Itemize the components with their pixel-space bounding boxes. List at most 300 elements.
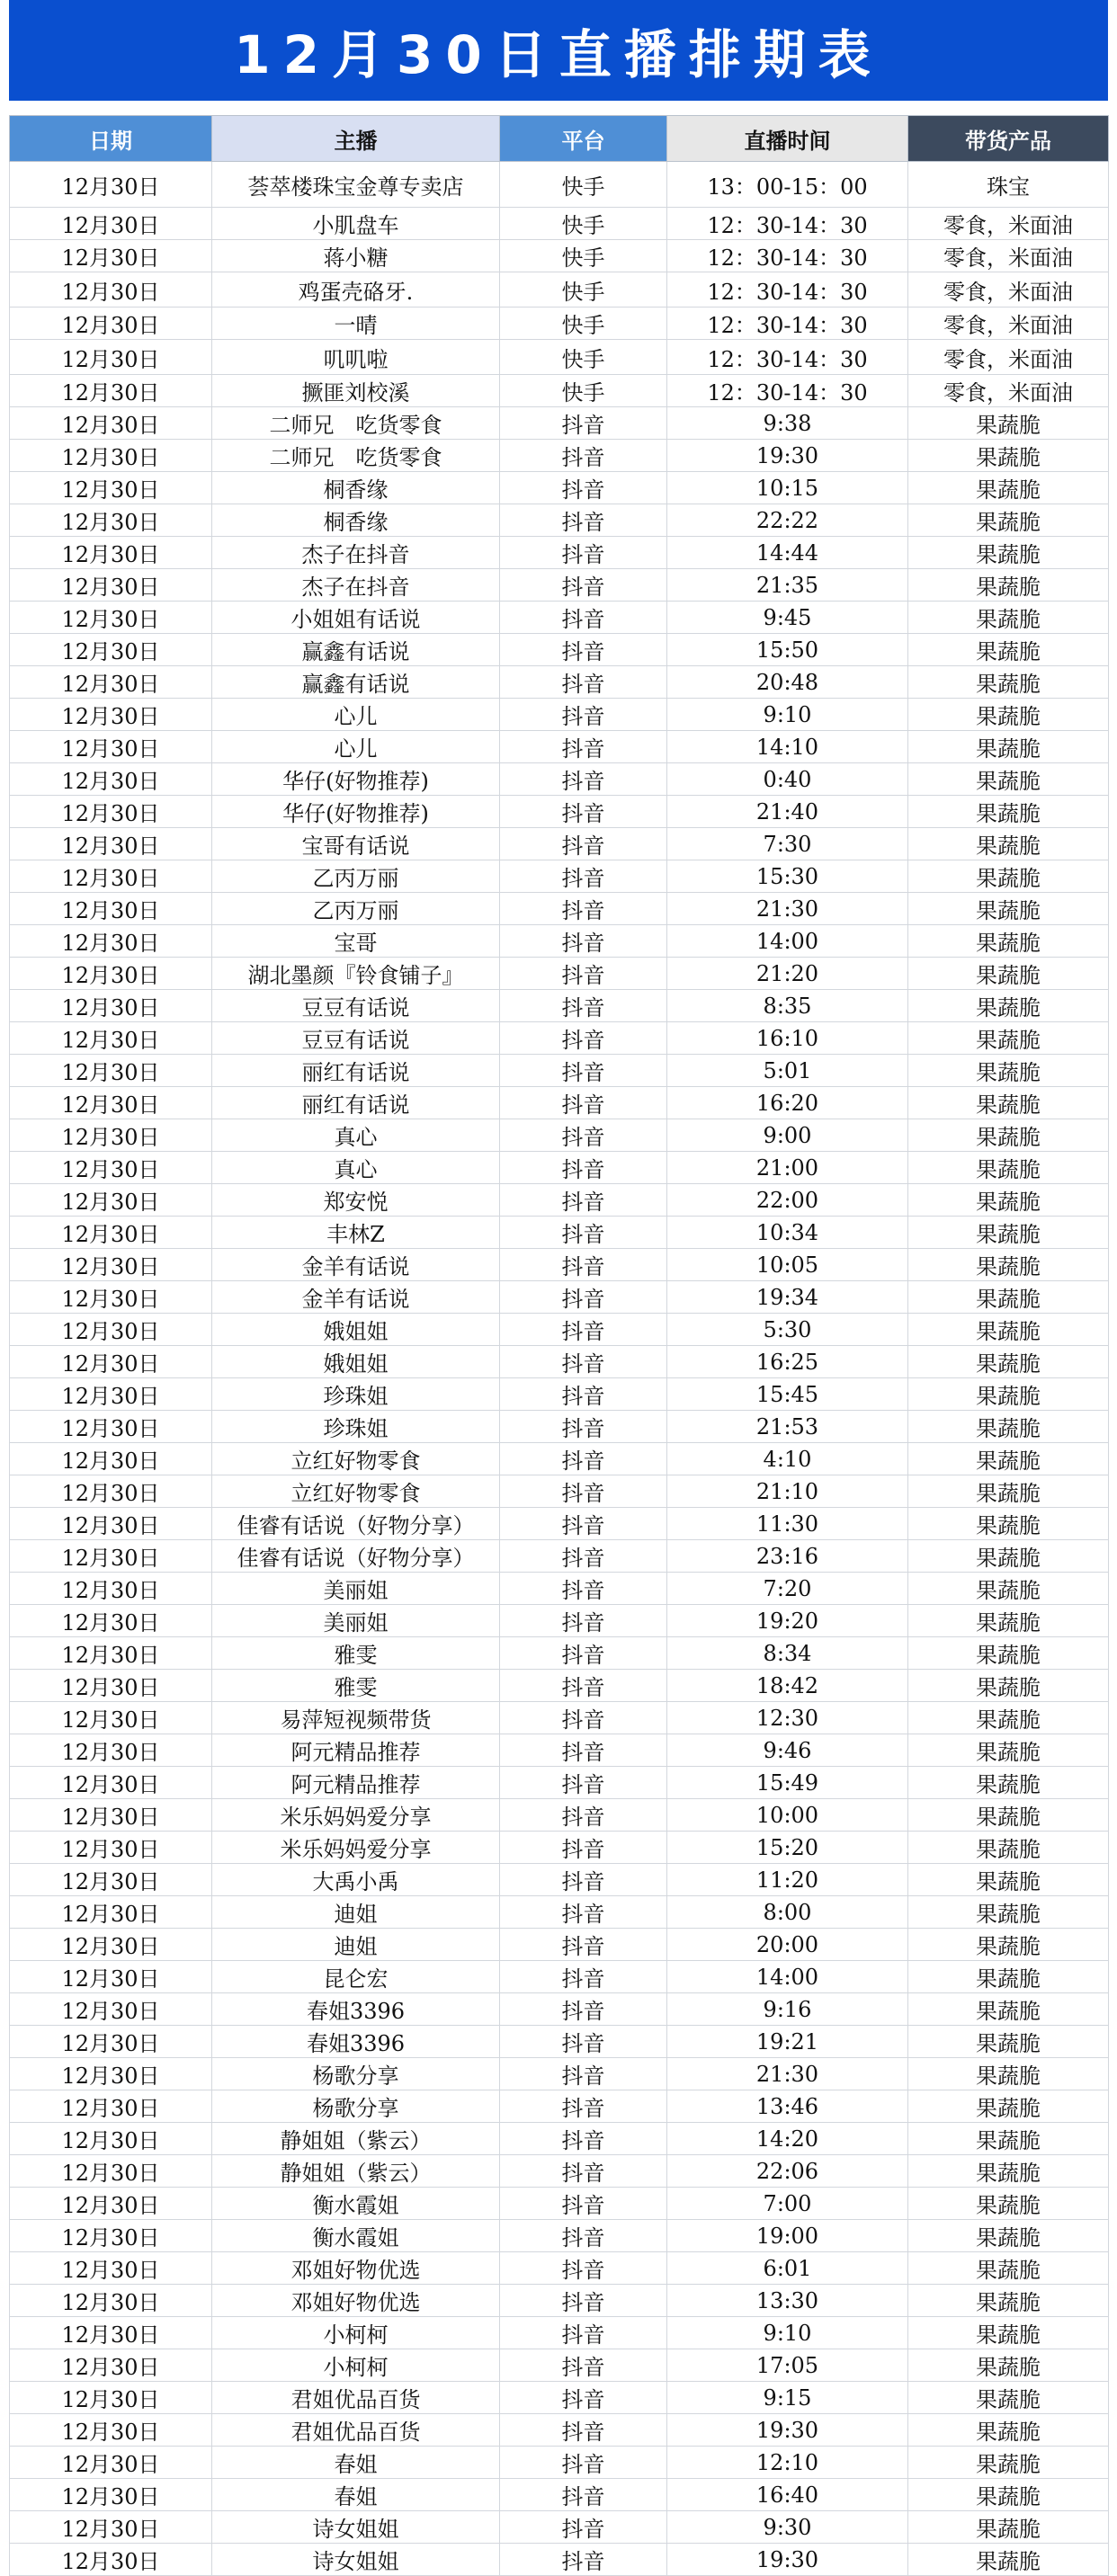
- date-cell: 12月30日: [10, 1249, 212, 1281]
- host-cell: 真心: [212, 1152, 500, 1184]
- product-cell: 果蔬脆: [908, 1540, 1109, 1573]
- product-cell: 果蔬脆: [908, 2123, 1109, 2155]
- host-cell: 立红好物零食: [212, 1475, 500, 1508]
- platform-cell: 抖音: [500, 2317, 667, 2349]
- host-cell: 乙丙万丽: [212, 860, 500, 893]
- header-platform: 平台: [500, 116, 667, 162]
- date-cell: 12月30日: [10, 2479, 212, 2511]
- host-cell: 静姐姐（紫云）: [212, 2155, 500, 2188]
- product-cell: 果蔬脆: [908, 472, 1109, 504]
- product-cell: 果蔬脆: [908, 1670, 1109, 1702]
- host-cell: 二师兄 吃货零食: [212, 407, 500, 440]
- time-cell: 9:30: [667, 2511, 908, 2544]
- product-cell: 果蔬脆: [908, 537, 1109, 569]
- table-row: [10, 1314, 1109, 1346]
- date-cell: 12月30日: [10, 1864, 212, 1896]
- platform-cell: 抖音: [500, 1443, 667, 1475]
- host-cell: 蒋小糖: [212, 240, 500, 272]
- platform-cell: 抖音: [500, 472, 667, 504]
- product-cell: 零食，米面油: [908, 340, 1109, 375]
- table-row: [10, 2252, 1109, 2285]
- time-cell: 9:46: [667, 1734, 908, 1767]
- host-cell: 鸡蛋壳硌牙.: [212, 272, 500, 308]
- date-cell: 12月30日: [10, 1346, 212, 1378]
- product-cell: 果蔬脆: [908, 2382, 1109, 2414]
- date-cell: 12月30日: [10, 731, 212, 763]
- host-cell: 宝哥: [212, 925, 500, 958]
- product-cell: 果蔬脆: [908, 1605, 1109, 1637]
- host-cell: 真心: [212, 1119, 500, 1152]
- product-cell: 果蔬脆: [908, 763, 1109, 796]
- platform-cell: 抖音: [500, 2155, 667, 2188]
- time-cell: 16:20: [667, 1087, 908, 1119]
- date-cell: 12月30日: [10, 602, 212, 634]
- product-cell: 果蔬脆: [908, 1573, 1109, 1605]
- platform-cell: 抖音: [500, 2479, 667, 2511]
- time-cell: 10:00: [667, 1799, 908, 1832]
- platform-cell: 抖音: [500, 2349, 667, 2382]
- host-cell: 雅雯: [212, 1637, 500, 1670]
- date-cell: 12月30日: [10, 1832, 212, 1864]
- date-cell: 12月30日: [10, 2511, 212, 2544]
- time-cell: 5:01: [667, 1055, 908, 1087]
- table-row: [10, 1540, 1109, 1573]
- host-cell: 小肌盘车: [212, 208, 500, 240]
- platform-cell: 快手: [500, 340, 667, 375]
- host-cell: 华仔(好物推荐): [212, 763, 500, 796]
- date-cell: 12月30日: [10, 240, 212, 272]
- table-row: [10, 208, 1109, 240]
- host-cell: 昆仑宏: [212, 1961, 500, 1993]
- date-cell: 12月30日: [10, 1475, 212, 1508]
- date-cell: 12月30日: [10, 860, 212, 893]
- time-cell: 9:10: [667, 699, 908, 731]
- product-cell: 果蔬脆: [908, 2447, 1109, 2479]
- host-cell: 心儿: [212, 699, 500, 731]
- time-cell: 21:53: [667, 1411, 908, 1443]
- host-cell: 华仔(好物推荐): [212, 796, 500, 828]
- table-body: [10, 162, 1109, 2576]
- platform-cell: 抖音: [500, 828, 667, 860]
- table-row: [10, 569, 1109, 602]
- platform-cell: 抖音: [500, 1540, 667, 1573]
- platform-cell: 快手: [500, 272, 667, 308]
- date-cell: 12月30日: [10, 2090, 212, 2123]
- platform-cell: 抖音: [500, 1022, 667, 1055]
- platform-cell: 抖音: [500, 2090, 667, 2123]
- platform-cell: 抖音: [500, 2511, 667, 2544]
- platform-cell: 快手: [500, 162, 667, 208]
- platform-cell: 抖音: [500, 1184, 667, 1217]
- host-cell: 迪姐: [212, 1929, 500, 1961]
- table-row: [10, 2123, 1109, 2155]
- host-cell: 易萍短视频带货: [212, 1702, 500, 1734]
- table-row: [10, 1864, 1109, 1896]
- host-cell: 春姐3396: [212, 1993, 500, 2026]
- host-cell: 米乐妈妈爱分享: [212, 1799, 500, 1832]
- product-cell: 果蔬脆: [908, 1475, 1109, 1508]
- host-cell: 杰子在抖音: [212, 569, 500, 602]
- table-row: [10, 1670, 1109, 1702]
- date-cell: 12月30日: [10, 407, 212, 440]
- title-banner: [9, 0, 1108, 101]
- host-cell: 雅雯: [212, 1670, 500, 1702]
- host-cell: 乙丙万丽: [212, 893, 500, 925]
- date-cell: 12月30日: [10, 1929, 212, 1961]
- platform-cell: 抖音: [500, 440, 667, 472]
- date-cell: 12月30日: [10, 1767, 212, 1799]
- product-cell: 果蔬脆: [908, 699, 1109, 731]
- product-cell: 果蔬脆: [908, 2285, 1109, 2317]
- host-cell: 阿元精品推荐: [212, 1734, 500, 1767]
- time-cell: 14:00: [667, 925, 908, 958]
- platform-cell: 抖音: [500, 2058, 667, 2090]
- date-cell: 12月30日: [10, 472, 212, 504]
- time-cell: 0:40: [667, 763, 908, 796]
- time-cell: 11:30: [667, 1508, 908, 1540]
- time-cell: 20:00: [667, 1929, 908, 1961]
- platform-cell: 抖音: [500, 699, 667, 731]
- time-cell: 15:20: [667, 1832, 908, 1864]
- table-row: [10, 1022, 1109, 1055]
- host-cell: 诗女姐姐: [212, 2511, 500, 2544]
- table-row: [10, 731, 1109, 763]
- table-row: [10, 1637, 1109, 1670]
- date-cell: 12月30日: [10, 990, 212, 1022]
- time-cell: 15:50: [667, 634, 908, 666]
- date-cell: 12月30日: [10, 1411, 212, 1443]
- time-cell: 12:30: [667, 1702, 908, 1734]
- time-cell: 11:20: [667, 1864, 908, 1896]
- product-cell: 果蔬脆: [908, 2414, 1109, 2447]
- table-row: [10, 1411, 1109, 1443]
- date-cell: 12月30日: [10, 2382, 212, 2414]
- time-cell: 5:30: [667, 1314, 908, 1346]
- date-cell: 12月30日: [10, 1378, 212, 1411]
- platform-cell: 抖音: [500, 731, 667, 763]
- date-cell: 12月30日: [10, 1799, 212, 1832]
- table-row: [10, 2090, 1109, 2123]
- product-cell: 果蔬脆: [908, 1055, 1109, 1087]
- table-row: [10, 2188, 1109, 2220]
- date-cell: 12月30日: [10, 1670, 212, 1702]
- table-row: [10, 407, 1109, 440]
- product-cell: 果蔬脆: [908, 1022, 1109, 1055]
- time-cell: 15:30: [667, 860, 908, 893]
- product-cell: 果蔬脆: [908, 1443, 1109, 1475]
- product-cell: 珠宝: [908, 162, 1109, 208]
- table-row: [10, 1605, 1109, 1637]
- platform-cell: 抖音: [500, 1702, 667, 1734]
- host-cell: 娥姐姐: [212, 1314, 500, 1346]
- host-cell: 豆豆有话说: [212, 1022, 500, 1055]
- time-cell: 19:21: [667, 2026, 908, 2058]
- table-row: [10, 1087, 1109, 1119]
- product-cell: 果蔬脆: [908, 1864, 1109, 1896]
- platform-cell: 抖音: [500, 1314, 667, 1346]
- time-cell: 22:06: [667, 2155, 908, 2188]
- platform-cell: 抖音: [500, 1508, 667, 1540]
- date-cell: 12月30日: [10, 1637, 212, 1670]
- date-cell: 12月30日: [10, 2026, 212, 2058]
- date-cell: 12月30日: [10, 1508, 212, 1540]
- platform-cell: 抖音: [500, 407, 667, 440]
- table-row: [10, 2447, 1109, 2479]
- host-cell: 立红好物零食: [212, 1443, 500, 1475]
- time-cell: 19:00: [667, 2220, 908, 2252]
- product-cell: 果蔬脆: [908, 1896, 1109, 1929]
- date-cell: 12月30日: [10, 569, 212, 602]
- product-cell: 果蔬脆: [908, 2317, 1109, 2349]
- time-cell: 16:10: [667, 1022, 908, 1055]
- host-cell: 叽叽啦: [212, 340, 500, 375]
- table-row: [10, 272, 1109, 308]
- table-row: [10, 1961, 1109, 1993]
- date-cell: 12月30日: [10, 2447, 212, 2479]
- host-cell: 美丽姐: [212, 1605, 500, 1637]
- platform-cell: 快手: [500, 375, 667, 407]
- date-cell: 12月30日: [10, 1734, 212, 1767]
- time-cell: 12：30-14：30: [667, 240, 908, 272]
- time-cell: 15:45: [667, 1378, 908, 1411]
- time-cell: 7:30: [667, 828, 908, 860]
- product-cell: 果蔬脆: [908, 958, 1109, 990]
- table-row: [10, 2155, 1109, 2188]
- table-row: [10, 1281, 1109, 1314]
- date-cell: 12月30日: [10, 1702, 212, 1734]
- platform-cell: 抖音: [500, 2026, 667, 2058]
- platform-cell: 抖音: [500, 1346, 667, 1378]
- product-cell: 果蔬脆: [908, 1637, 1109, 1670]
- host-cell: 撅匪刘校溪: [212, 375, 500, 407]
- platform-cell: 抖音: [500, 925, 667, 958]
- product-cell: 果蔬脆: [908, 731, 1109, 763]
- platform-cell: 抖音: [500, 1896, 667, 1929]
- date-cell: 12月30日: [10, 1184, 212, 1217]
- host-cell: 君姐优品百货: [212, 2414, 500, 2447]
- table-row: [10, 1508, 1109, 1540]
- table-row: [10, 1217, 1109, 1249]
- time-cell: 14:20: [667, 2123, 908, 2155]
- host-cell: 湖北墨颜『铃食铺子』: [212, 958, 500, 990]
- product-cell: 果蔬脆: [908, 925, 1109, 958]
- product-cell: 零食，米面油: [908, 240, 1109, 272]
- table-row: [10, 162, 1109, 208]
- platform-cell: 抖音: [500, 1961, 667, 1993]
- product-cell: 果蔬脆: [908, 1378, 1109, 1411]
- product-cell: 果蔬脆: [908, 1087, 1109, 1119]
- product-cell: 果蔬脆: [908, 796, 1109, 828]
- platform-cell: 抖音: [500, 1670, 667, 1702]
- platform-cell: 抖音: [500, 666, 667, 699]
- host-cell: 娥姐姐: [212, 1346, 500, 1378]
- date-cell: 12月30日: [10, 2252, 212, 2285]
- host-cell: 小姐姐有话说: [212, 602, 500, 634]
- table-row: [10, 240, 1109, 272]
- date-cell: 12月30日: [10, 1022, 212, 1055]
- date-cell: 12月30日: [10, 1281, 212, 1314]
- table-row: [10, 472, 1109, 504]
- date-cell: 12月30日: [10, 340, 212, 375]
- host-cell: 春姐3396: [212, 2026, 500, 2058]
- product-cell: 果蔬脆: [908, 2252, 1109, 2285]
- host-cell: 衡水霞姐: [212, 2220, 500, 2252]
- time-cell: 21:30: [667, 893, 908, 925]
- date-cell: 12月30日: [10, 2220, 212, 2252]
- table-row: [10, 1734, 1109, 1767]
- platform-cell: 抖音: [500, 634, 667, 666]
- host-cell: 佳睿有话说（好物分享）: [212, 1540, 500, 1573]
- platform-cell: 抖音: [500, 763, 667, 796]
- date-cell: 12月30日: [10, 208, 212, 240]
- time-cell: 4:10: [667, 1443, 908, 1475]
- table-row: [10, 1055, 1109, 1087]
- host-cell: 春姐: [212, 2479, 500, 2511]
- product-cell: 果蔬脆: [908, 1508, 1109, 1540]
- host-cell: 小柯柯: [212, 2317, 500, 2349]
- product-cell: 果蔬脆: [908, 1734, 1109, 1767]
- table-row: [10, 2285, 1109, 2317]
- product-cell: 果蔬脆: [908, 602, 1109, 634]
- product-cell: 果蔬脆: [908, 1314, 1109, 1346]
- host-cell: 珍珠姐: [212, 1411, 500, 1443]
- table-row: [10, 440, 1109, 472]
- table-row: [10, 1702, 1109, 1734]
- time-cell: 9:15: [667, 2382, 908, 2414]
- time-cell: 23:16: [667, 1540, 908, 1573]
- time-cell: 21:35: [667, 569, 908, 602]
- table-row: [10, 1378, 1109, 1411]
- platform-cell: 抖音: [500, 1281, 667, 1314]
- time-cell: 7:00: [667, 2188, 908, 2220]
- product-cell: 零食，米面油: [908, 308, 1109, 340]
- table-row: [10, 1896, 1109, 1929]
- time-cell: 21:10: [667, 1475, 908, 1508]
- table-row: [10, 2511, 1109, 2544]
- time-cell: 12：30-14：30: [667, 272, 908, 308]
- time-cell: 9:45: [667, 602, 908, 634]
- table-row: [10, 796, 1109, 828]
- time-cell: 6:01: [667, 2252, 908, 2285]
- date-cell: 12月30日: [10, 2317, 212, 2349]
- product-cell: 果蔬脆: [908, 1929, 1109, 1961]
- platform-cell: 抖音: [500, 1864, 667, 1896]
- time-cell: 9:10: [667, 2317, 908, 2349]
- date-cell: 12月30日: [10, 162, 212, 208]
- product-cell: 果蔬脆: [908, 2155, 1109, 2188]
- date-cell: 12月30日: [10, 1087, 212, 1119]
- platform-cell: 抖音: [500, 2252, 667, 2285]
- table-row: [10, 699, 1109, 731]
- platform-cell: 抖音: [500, 537, 667, 569]
- host-cell: 杰子在抖音: [212, 537, 500, 569]
- table-row: [10, 1184, 1109, 1217]
- product-cell: 果蔬脆: [908, 1346, 1109, 1378]
- product-cell: 果蔬脆: [908, 1961, 1109, 1993]
- platform-cell: 抖音: [500, 2414, 667, 2447]
- product-cell: 果蔬脆: [908, 634, 1109, 666]
- product-cell: 果蔬脆: [908, 1832, 1109, 1864]
- table-row: [10, 1993, 1109, 2026]
- time-cell: 22:22: [667, 504, 908, 537]
- product-cell: 果蔬脆: [908, 1702, 1109, 1734]
- time-cell: 15:49: [667, 1767, 908, 1799]
- platform-cell: 抖音: [500, 958, 667, 990]
- product-cell: 果蔬脆: [908, 2026, 1109, 2058]
- table-row: [10, 308, 1109, 340]
- date-cell: 12月30日: [10, 1119, 212, 1152]
- platform-cell: 抖音: [500, 2220, 667, 2252]
- product-cell: 果蔬脆: [908, 828, 1109, 860]
- host-cell: 静姐姐（紫云）: [212, 2123, 500, 2155]
- date-cell: 12月30日: [10, 893, 212, 925]
- date-cell: 12月30日: [10, 1573, 212, 1605]
- platform-cell: 抖音: [500, 1832, 667, 1864]
- table-row: [10, 1832, 1109, 1864]
- table-row: [10, 634, 1109, 666]
- date-cell: 12月30日: [10, 2544, 212, 2576]
- host-cell: 邓姐好物优选: [212, 2252, 500, 2285]
- product-cell: 果蔬脆: [908, 2349, 1109, 2382]
- table-row: [10, 1346, 1109, 1378]
- platform-cell: 抖音: [500, 1767, 667, 1799]
- date-cell: 12月30日: [10, 1055, 212, 1087]
- platform-cell: 抖音: [500, 1734, 667, 1767]
- time-cell: 22:00: [667, 1184, 908, 1217]
- date-cell: 12月30日: [10, 2123, 212, 2155]
- product-cell: 果蔬脆: [908, 990, 1109, 1022]
- time-cell: 10:05: [667, 1249, 908, 1281]
- product-cell: 果蔬脆: [908, 1249, 1109, 1281]
- table-row: [10, 504, 1109, 537]
- host-cell: 宝哥有话说: [212, 828, 500, 860]
- time-cell: 9:16: [667, 1993, 908, 2026]
- platform-cell: 抖音: [500, 2188, 667, 2220]
- header-time: 直播时间: [667, 116, 908, 162]
- time-cell: 14:10: [667, 731, 908, 763]
- platform-cell: 抖音: [500, 1152, 667, 1184]
- time-cell: 8:34: [667, 1637, 908, 1670]
- host-cell: 迪姐: [212, 1896, 500, 1929]
- time-cell: 19:30: [667, 2414, 908, 2447]
- product-cell: 果蔬脆: [908, 2058, 1109, 2090]
- host-cell: 郑安悦: [212, 1184, 500, 1217]
- host-cell: 赢鑫有话说: [212, 666, 500, 699]
- platform-cell: 抖音: [500, 1087, 667, 1119]
- date-cell: 12月30日: [10, 1152, 212, 1184]
- product-cell: 零食，米面油: [908, 272, 1109, 308]
- platform-cell: 抖音: [500, 2447, 667, 2479]
- time-cell: 14:44: [667, 537, 908, 569]
- host-cell: 荟萃楼珠宝金尊专卖店: [212, 162, 500, 208]
- time-cell: 13:46: [667, 2090, 908, 2123]
- date-cell: 12月30日: [10, 763, 212, 796]
- product-cell: 果蔬脆: [908, 2479, 1109, 2511]
- time-cell: 17:05: [667, 2349, 908, 2382]
- platform-cell: 抖音: [500, 2544, 667, 2576]
- date-cell: 12月30日: [10, 796, 212, 828]
- host-cell: 桐香缘: [212, 504, 500, 537]
- table-row: [10, 990, 1109, 1022]
- host-cell: 衡水霞姐: [212, 2188, 500, 2220]
- table-row: [10, 2220, 1109, 2252]
- platform-cell: 抖音: [500, 602, 667, 634]
- table-row: [10, 1799, 1109, 1832]
- date-cell: 12月30日: [10, 666, 212, 699]
- platform-cell: 抖音: [500, 796, 667, 828]
- host-cell: 小柯柯: [212, 2349, 500, 2382]
- date-cell: 12月30日: [10, 699, 212, 731]
